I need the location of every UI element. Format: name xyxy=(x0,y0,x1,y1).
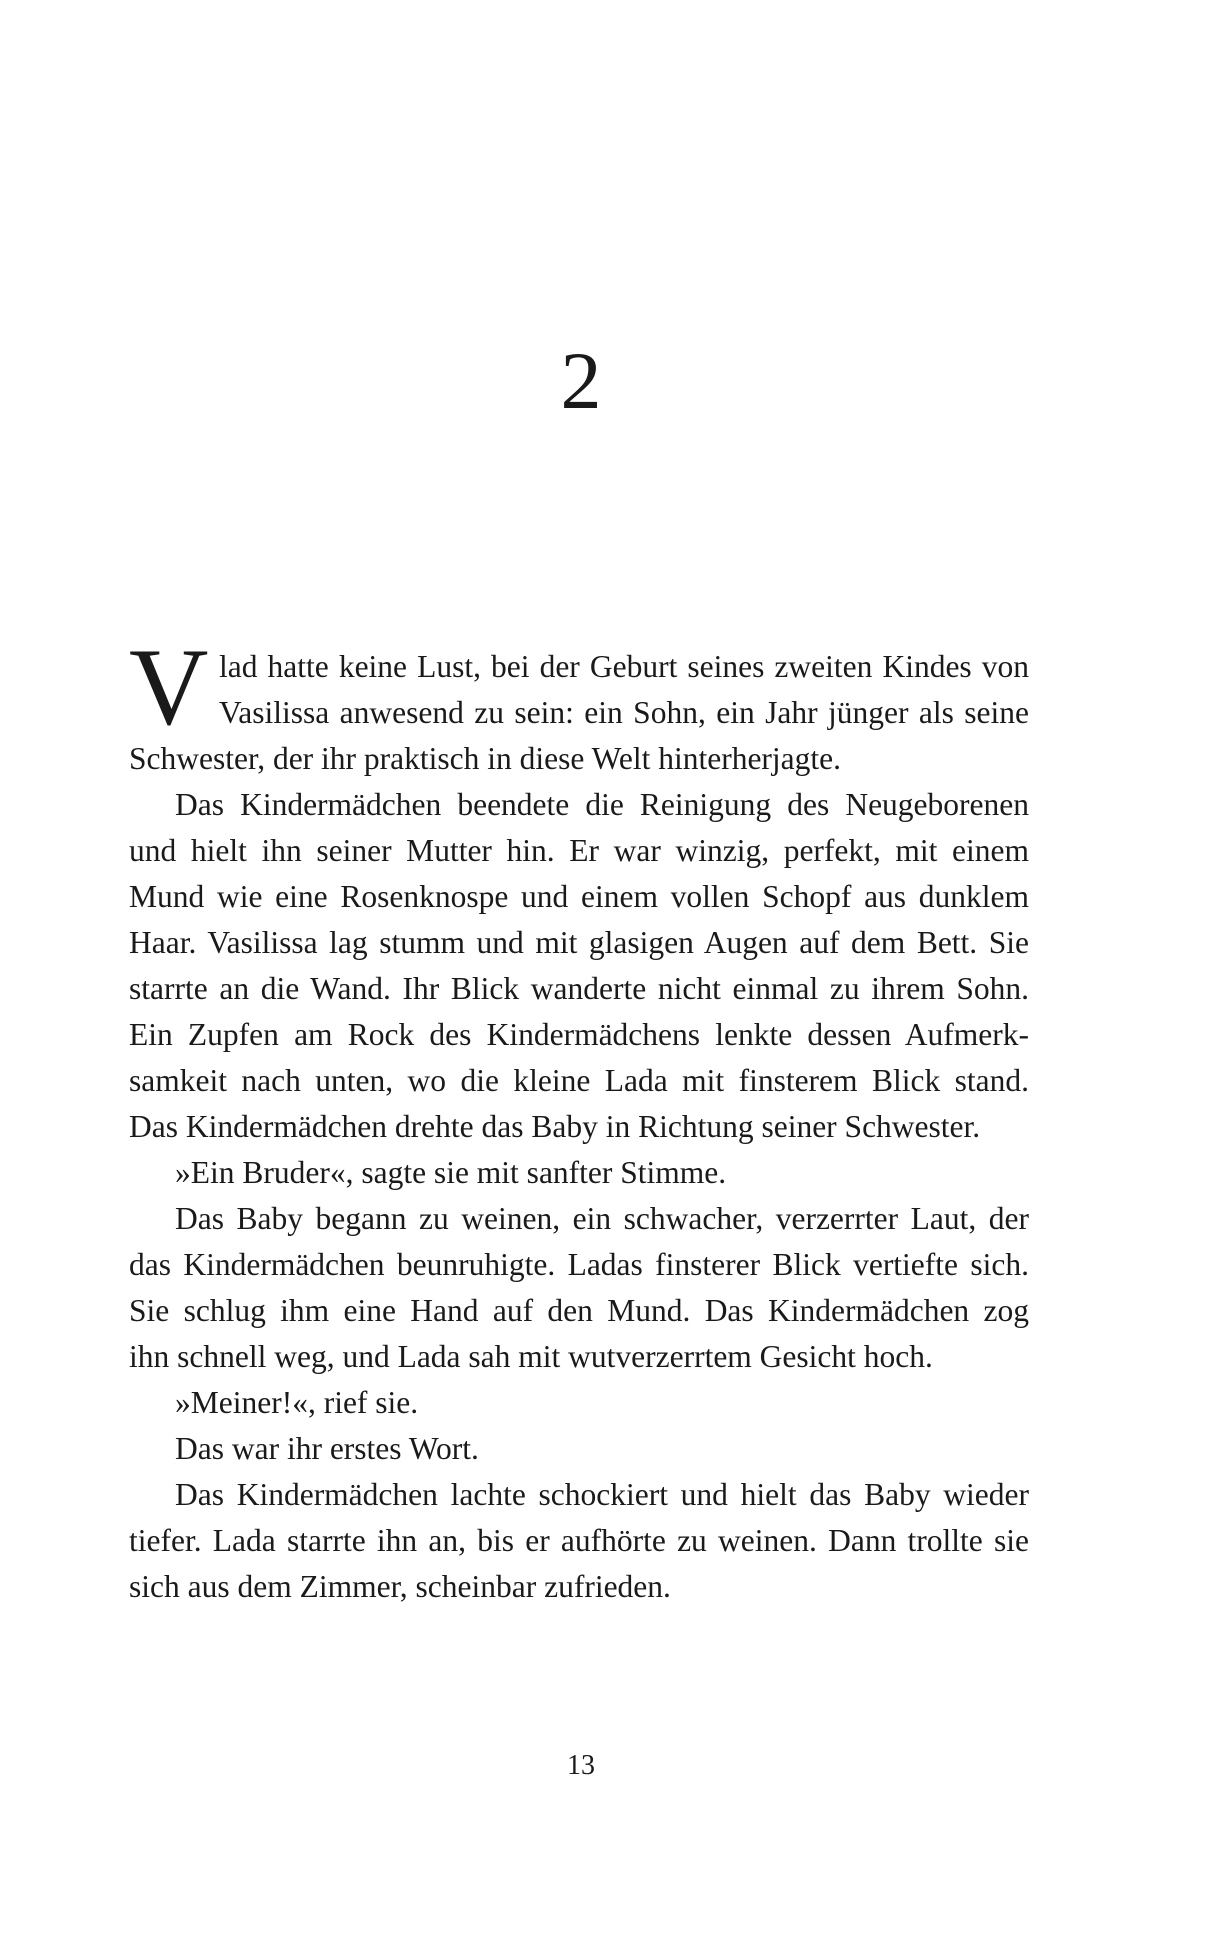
body-text xyxy=(129,626,1029,1610)
text-line: Das Kindermädchen drehte das Baby in Richtung seiner Schwester. xyxy=(129,1109,981,1144)
chapter-number: 2 xyxy=(560,335,602,426)
text-line: Vasilissa anwesend zu sein: ein Sohn, ein Jahr jünger als seine xyxy=(219,695,1029,730)
text-line: starrte an die Wand. Ihr Blick wanderte nicht einmal zu ihrem Sohn. xyxy=(129,971,1029,1006)
text-line: »Ein Bruder«, sagte sie mit sanfter Stimme. xyxy=(175,1155,727,1190)
text-line: Das war ihr erstes Wort. xyxy=(175,1431,479,1466)
text-line: Das Kindermädchen lachte schockiert und hielt das Baby wieder xyxy=(175,1477,1029,1512)
text-line: das Kindermädchen beunruhigte. Ladas finsterer Blick vertiefte sich. xyxy=(129,1247,1029,1282)
text-line: und hielt ihn seiner Mutter hin. Er war winzig, perfekt, mit einem xyxy=(129,833,1029,868)
text-line: sich aus dem Zimmer, scheinbar zufrieden. xyxy=(129,1569,671,1604)
text-line: Sie schlug ihm eine Hand auf den Mund. Das Kindermädchen zog xyxy=(129,1293,1029,1328)
drop-cap: V xyxy=(129,626,209,748)
text-line: lad hatte keine Lust, bei der Geburt seines zweiten Kindes von xyxy=(219,649,1029,684)
text-line: Schwester, der ihr praktisch in diese Welt hinterherjagte. xyxy=(129,741,842,776)
text-line: Haar. Vasilissa lag stumm und mit glasigen Augen auf dem Bett. Sie xyxy=(129,925,1029,960)
text-line: samkeit nach unten, wo die kleine Lada mit finsterem Blick stand. xyxy=(129,1063,1029,1098)
text-line: Das Baby begann zu weinen, ein schwacher, verzerrter Laut, der xyxy=(175,1201,1029,1236)
text-line: ihn schnell weg, und Lada sah mit wutverzerrtem Gesicht hoch. xyxy=(129,1339,933,1374)
text-line: »Meiner!«, rief sie. xyxy=(175,1385,419,1420)
text-line: Das Kindermädchen beendete die Reinigung des Neugeborenen xyxy=(175,787,1029,822)
text-line: Mund wie eine Rosenknospe und einem vollen Schopf aus dunklem xyxy=(129,879,1029,914)
text-line: Ein Zupfen am Rock des Kindermädchens lenkte dessen Aufmerk- xyxy=(129,1017,1029,1052)
page-number: 13 xyxy=(567,1750,595,1781)
text-line: tiefer. Lada starrte ihn an, bis er aufhörte zu weinen. Dann trollte sie xyxy=(129,1523,1029,1558)
